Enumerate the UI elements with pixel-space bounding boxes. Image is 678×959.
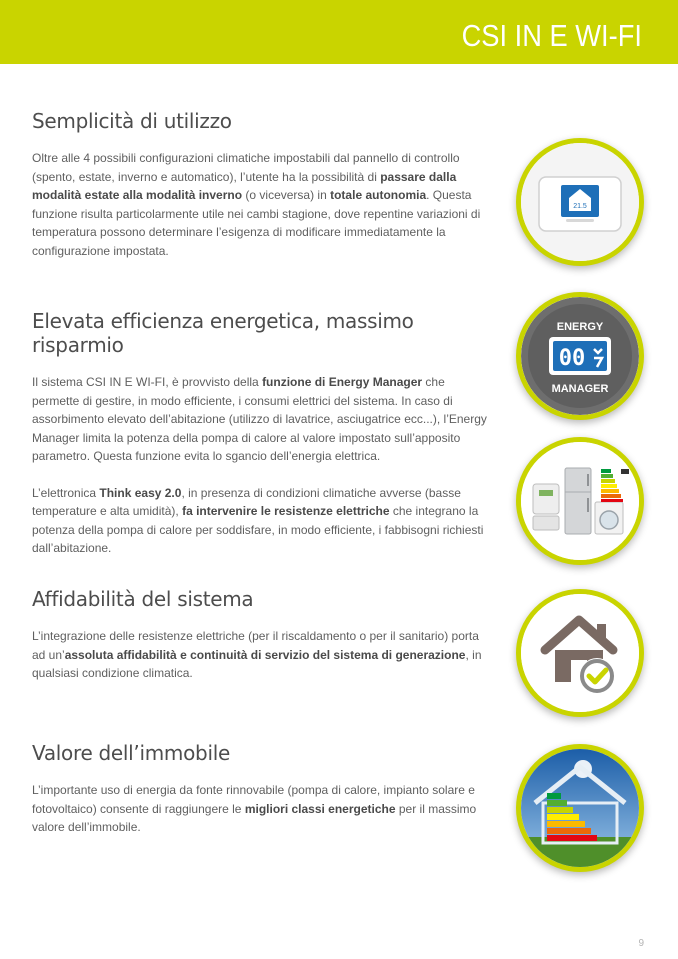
paragraph [32,627,494,683]
text-run: che permette di gestire, in modo efficiente, i consumi elettrici del sistema. In caso di assorbimento elevato dell’abitazione (utilizzo di lavatrice, asciugatrice ecc...), l’Energy Manager limita la potenza della pompa di calore al valore impostato sull’apposito parametro. Questa funzione evita lo sgancio dell’energia elettrica. [32,375,487,463]
energy-manager-icon [516,292,644,420]
text-run: L’elettronica [32,485,100,500]
section-property-value [32,741,494,837]
section-title: Affidabilità del sistema [32,587,254,611]
bold-text: totale autonomia [330,188,427,202]
bold-text: funzione di Energy Manager [262,375,423,389]
section-efficiency [32,309,494,558]
section-body [32,149,494,260]
section-body [32,373,494,558]
header-bar [0,0,678,64]
energy-display: 00 [558,346,586,371]
energy-class-house-icon [516,744,644,872]
text-run: che integrano la potenza della pompa di calore per soddisfare, in modo efficiente, i fabbisogni richiesti dall’abitazione. [32,504,484,555]
paragraph [32,484,494,558]
text-run: (o viceversa) in [242,188,331,202]
house-check-icon [516,589,644,717]
paragraph [32,149,494,260]
thermostat-icon [516,138,644,266]
text-run: Il sistema CSI IN E WI-FI, è provvisto della [32,375,263,389]
section-body [32,627,494,683]
section-title: Semplicità di utilizzo [32,109,232,133]
bold-text: Think easy 2.0 [99,485,182,500]
energy-label-top: ENERGY [556,321,604,333]
paragraph [32,373,494,466]
page-number: 9 [638,938,644,949]
section-title: Valore dell’immobile [32,741,230,765]
section-title: Elevata efficienza energetica, massimo risparmio [32,309,414,357]
text-run: Oltre alle 4 possibili configurazioni climatiche impostabili dal pannello di controllo (spento, estate, inverno e automatico), l’utente ha la possibilità di [32,151,460,184]
text-run: L’importante uso di energia da fonte rinnovabile (pompa di calore, impianto solare e fotovoltaico) consente di raggiungere le [32,783,475,816]
section-usability [32,109,494,260]
text-run: . Questa funzione risulta particolarmente utile nei cambi stagione, dove repentine variazioni di temperatura possono determinare l’esigenza di modificare immediatamente la configurazione impostata. [32,188,481,258]
thermostat-temp: 21.5 [573,203,587,210]
paragraph [32,781,494,837]
header-title: CSI IN E WI-FI [461,18,642,53]
text-run: L’integrazione delle resistenze elettriche (per il riscaldamento o per il sanitario) porta ad un’ [32,629,479,662]
energy-label-bottom: MANAGER [551,383,609,395]
bold-text: assoluta affidabilità e continuità di servizio del sistema di generazione [64,647,466,662]
section-body [32,781,494,837]
section-reliability [32,587,494,683]
bold-text: fa intervenire le resistenze elettriche [182,504,390,518]
appliances-energy-label-icon [516,437,644,565]
text-run: , in presenza di condizioni climatiche avverse (basse temperature e alta umidità), [32,485,461,518]
bold-text: passare dalla modalità estate alla modalità inverno [32,169,457,202]
text-run: per il massimo valore dell’immobile. [32,801,477,834]
text-run: , in qualsiasi condizione climatica. [32,647,482,680]
bold-text: migliori classi energetiche [244,801,396,816]
